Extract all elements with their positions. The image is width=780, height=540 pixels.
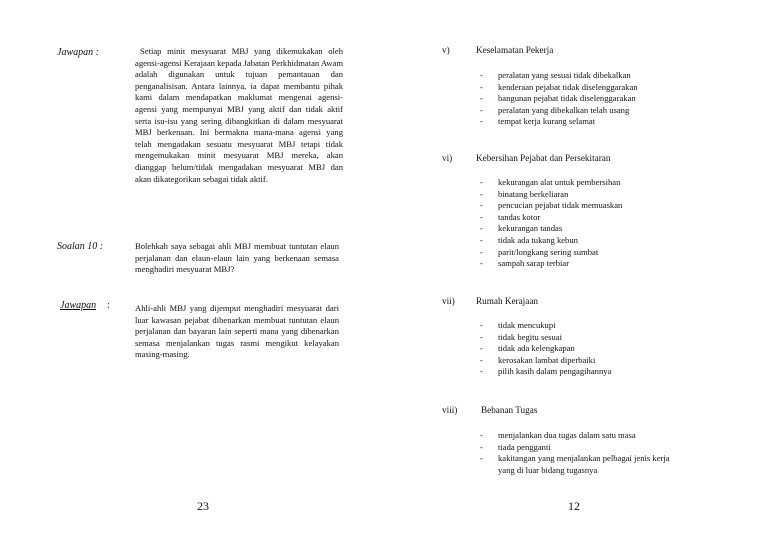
section-heading: Kebersihan Pejabat dan Persekitaran <box>476 153 611 163</box>
list-item: - tidak begitu sesuai <box>480 331 562 342</box>
bullet-dash: - <box>480 331 483 342</box>
section-numeral: vii) <box>442 296 455 306</box>
list-item: - kakitangan yang menjalankan pelbagai jenis kerja <box>480 453 670 464</box>
jawapan-label: Jawapan : <box>57 47 99 58</box>
bullet-dash: - <box>480 223 483 234</box>
bullet-dash: - <box>480 234 483 245</box>
jawapan-paragraph: Setiap minit mesyuarat MBJ yang dikemukakan oleh agensi-agensi Kerajaan kepada Jabatan Perkhidmatan Awam adalah digunakan untuk tujuan pemantauan dan penganalisisan. Antara lainnya, ia dapat membantu pihak kami dalam mendapatkan maklumat mengenai agensi-agensi yang mempunyai MBJ yang aktif dan tidak aktif serta isu-isu yang sering dibangkitkan di dalam mesyuarat MBJ berkenaan. Ini bermakna mana-mana agensi yang telah mengadakan sesuatu mesyuarat MBJ tetapi tidak mengemukakan minit mesyuarat MBJ mereka, akan dianggap belum/tidak mengadakan mesyuarat MBJ dan akan dikategorikan sebagai tidak aktif. <box>135 46 344 184</box>
list-item: - kekurangan tandas <box>480 223 563 234</box>
section-numeral: vi) <box>442 153 453 163</box>
soalan-10-paragraph: Bolehkah saya sebagai ahli MBJ membuat tuntutan elaun perjalanan dan elaun-elaun lain yang berkenaan semasa menghadiri mesyuarat MBJ? <box>135 241 339 275</box>
section-list <box>480 320 612 378</box>
list-item: - pilih kasih dalam pengagihannya <box>480 366 612 377</box>
bullet-dash: - <box>480 246 483 257</box>
bullet-dash: - <box>480 70 483 80</box>
section-list <box>480 177 623 270</box>
bullet-dash: - <box>480 188 483 199</box>
list-item: - peralatan yang sesuai tidak dibekalkan <box>480 70 631 80</box>
list-item: - tiada pengganti <box>480 441 551 452</box>
section-heading: Bebanan Tugas <box>481 405 538 415</box>
bullet-dash: - <box>480 343 483 354</box>
section-list <box>480 430 670 476</box>
list-item: - bangunan pejabat tidak diselenggarakan <box>480 93 636 104</box>
list-item: - tidak ada kelengkapan <box>480 343 575 354</box>
section-list <box>480 70 638 128</box>
bullet-dash: - <box>480 320 483 330</box>
list-item: - peralatan yang dibekalkan telah usang <box>480 104 630 115</box>
section-heading: Keselamatan Pekerja <box>476 45 554 55</box>
list-item: - binatang berkeliaran <box>480 188 569 199</box>
soalan-10-label: Soalan 10 : <box>57 241 104 252</box>
bullet-dash: - <box>480 211 483 222</box>
bullet-dash: - <box>480 453 483 464</box>
list-item: - sampah sarap terbiar <box>480 258 570 269</box>
list-item: - tandas kotor <box>480 211 541 222</box>
list-item: - tidak mencukupi <box>480 320 556 330</box>
bullet-dash: - <box>480 441 483 452</box>
left-page-number: 23 <box>197 499 209 513</box>
section-numeral: viii) <box>442 405 458 415</box>
list-item: yang di luar bidang tugasnya <box>498 464 598 475</box>
section-numeral: v) <box>442 45 450 55</box>
bullet-dash: - <box>480 104 483 115</box>
list-item: - kerosakan lambat diperbaiki <box>480 354 596 365</box>
right-page-number: 12 <box>568 499 580 513</box>
jawapan-2-colon: : <box>107 300 110 311</box>
bullet-dash: - <box>480 81 483 92</box>
jawapan-2-paragraph: Ahli-ahli MBJ yang dijemput menghadiri mesyuarat dari luar kawasan pejabat dibenarkan membuat tuntutan elaun perjalanan dan bayaran lain seperti mana yang dibenarkan semasa menjalankan tugas rasmi mengikut kelayakan masing-masing. <box>135 303 339 360</box>
bullet-dash: - <box>480 200 483 211</box>
bullet-dash: - <box>480 430 483 440</box>
jawapan-2-label: Jawapan <box>60 300 97 311</box>
list-item: - parit/longkang sering sumbat <box>480 246 599 257</box>
list-item: - kenderaan pejabat tidak diselenggarakan <box>480 81 638 92</box>
bullet-dash: - <box>480 366 483 377</box>
section-heading: Rumah Kerajaan <box>476 296 538 306</box>
bullet-dash: - <box>480 116 483 127</box>
list-item: - tempat kerja kurang selamat <box>480 116 596 127</box>
list-item: - tidak ada tukang kebun <box>480 234 578 245</box>
list-item: - kekurangan alat untuk pembersihan <box>480 177 621 187</box>
bullet-dash: - <box>480 93 483 104</box>
bullet-dash: - <box>480 258 483 269</box>
bullet-dash: - <box>480 354 483 365</box>
bullet-dash: - <box>480 177 483 187</box>
list-item: - menjalankan dua tugas dalam satu masa <box>480 430 636 440</box>
list-item: - pencucian pejabat tidak memuaskan <box>480 200 623 211</box>
